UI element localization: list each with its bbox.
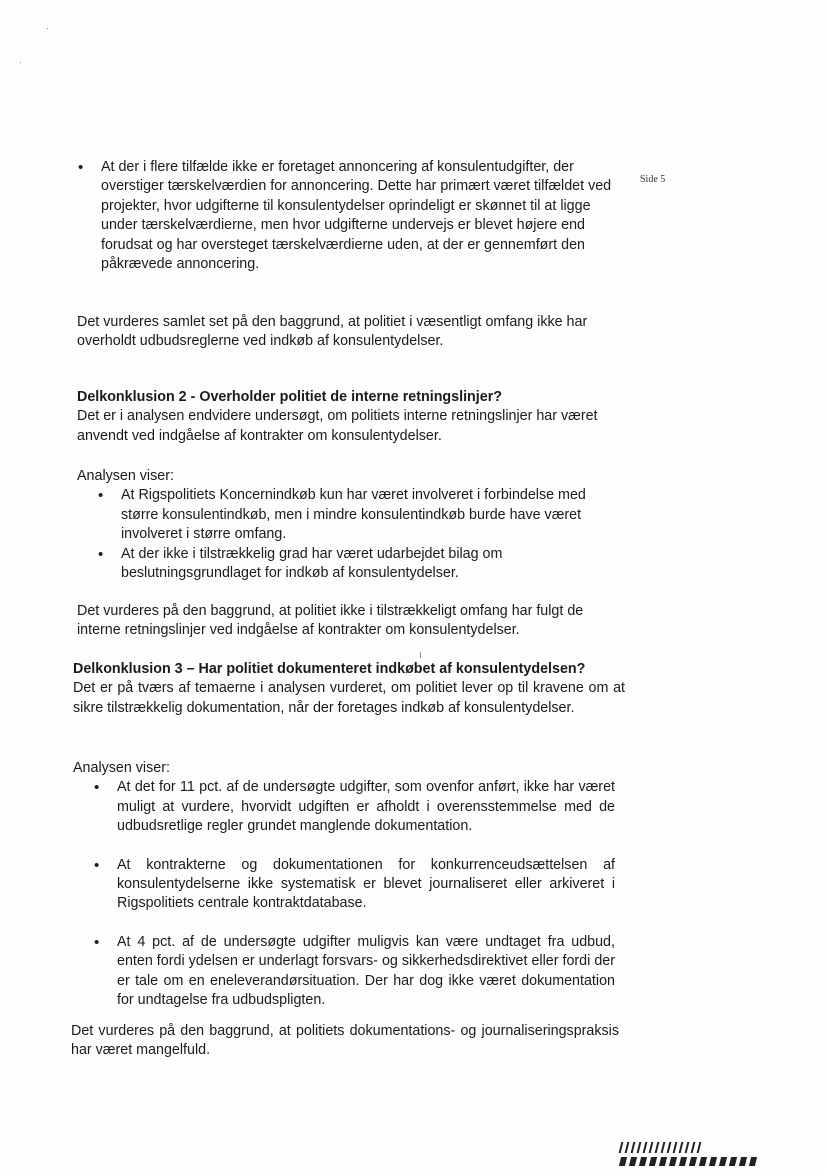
section-1-conclusion <box>77 313 627 352</box>
paragraph: Det vurderes samlet set på den baggrund, at politiet i væsentligt omfang ikke har overholdt udbudsreglerne ved indkøb af konsulentydelser. <box>77 314 588 350</box>
barcode-mark <box>620 1142 770 1174</box>
barcode-stroke <box>659 1157 667 1166</box>
barcode-stroke <box>649 1157 657 1166</box>
barcode-stroke <box>739 1157 747 1166</box>
bullet-item <box>93 778 615 836</box>
bullet-item <box>97 486 623 544</box>
barcode-stroke <box>655 1142 660 1153</box>
section-3 <box>73 660 625 718</box>
barcode-stroke <box>649 1142 654 1153</box>
barcode-stroke <box>669 1157 677 1166</box>
barcode-stroke <box>719 1157 727 1166</box>
page-number: Side 5 <box>640 174 666 185</box>
bullet-text: At det for 11 pct. af de undersøgte udgifter, som ovenfor anført, ikke har været muligt at vurdere, hvorvidt udgiften er afholdt i overensstemmelse med de udbudsretlige regler grundet manglende dokumentation. <box>117 779 615 835</box>
barcode-stroke <box>625 1142 630 1153</box>
barcode-stroke <box>629 1157 637 1166</box>
bullet-item <box>77 158 625 274</box>
bullet-text: At 4 pct. af de undersøgte udgifter muligvis kan være undtaget fra udbud, enten fordi ydelsen er underlagt forsvars- og sikkerhedsdirektivet eller fordi der er tale om en eneleverandørsituation. Der har dog ikke været dokumentation for undtagelse fra udbudspligten. <box>117 933 615 1009</box>
scan-speck <box>420 652 421 658</box>
barcode-stroke <box>685 1142 690 1153</box>
section-1-bullets <box>77 158 625 274</box>
barcode-stroke <box>689 1157 697 1166</box>
section-2 <box>77 388 623 446</box>
barcode-stroke <box>619 1157 627 1166</box>
paragraph: Det er på tværs af temaerne i analysen vurderet, om politiet lever op til kravene om at sikre tilstrækkelig dokumentation, når der foretages indkøb af konsulentydelser. <box>73 680 625 716</box>
barcode-stroke <box>639 1157 647 1166</box>
barcode-stroke <box>637 1142 642 1153</box>
section-heading: Delkonklusion 2 - Overholder politiet de interne retningslinjer? <box>77 389 503 405</box>
bullet-text: At der ikke i tilstrækkelig grad har været udarbejdet bilag om beslutningsgrundlaget for indkøb af konsulentydelser. <box>121 545 503 582</box>
bullet-item <box>93 933 615 1011</box>
bullet-text: At der i flere tilfælde ikke er foretaget annoncering af konsulentudgifter, der overstiger tærskelværdien for annoncering. Dette har primært været tilfældet ved projekter, hvor udgifterne til konsulentydelser oprindeligt er skønnet til at ligge under tærskelværdierne, men hvor udgifterne undervejs er blevet højere end forudsat og har oversteget tærskelværdierne uden, at der er gennemført den påkrævede annoncering. <box>101 159 612 273</box>
barcode-stroke <box>661 1142 666 1153</box>
barcode-stroke <box>709 1157 717 1166</box>
barcode-stroke <box>631 1142 636 1153</box>
barcode-stroke <box>619 1142 624 1153</box>
barcode-stroke <box>679 1157 687 1166</box>
bullet-text: At Rigspolitiets Koncernindkøb kun har været involveret i forbindelse med større konsulentindkøb, men i mindre konsulentindkøb burde have været involveret i større omfang. <box>121 487 586 543</box>
analysis-lead: Analysen viser: <box>77 468 174 484</box>
section-3-conclusion <box>71 1022 619 1061</box>
scan-speck <box>47 28 48 29</box>
barcode-stroke <box>679 1142 684 1153</box>
barcode-stroke <box>697 1142 702 1153</box>
scan-speck <box>20 62 21 63</box>
section-heading: Delkonklusion 3 – Har politiet dokumenteret indkøbet af konsulentydelsen? <box>73 661 586 677</box>
barcode-stroke <box>667 1142 672 1153</box>
barcode-stroke <box>643 1142 648 1153</box>
section-2-findings <box>77 467 623 583</box>
barcode-stroke <box>699 1157 707 1166</box>
barcode-stroke <box>729 1157 737 1166</box>
paragraph: Det er i analysen endvidere undersøgt, om politiets interne retningslinjer har været anvendt ved indgåelse af kontrakter om konsulentydelser. <box>77 408 598 444</box>
bullet-item <box>97 545 623 584</box>
barcode-stroke <box>673 1142 678 1153</box>
barcode-stroke <box>691 1142 696 1153</box>
section-2-conclusion <box>77 602 623 641</box>
analysis-lead: Analysen viser: <box>73 760 170 776</box>
paragraph: Det vurderes på den baggrund, at politiet ikke i tilstrækkeligt omfang har fulgt de interne retningslinjer ved indgåelse af kontrakter om konsulentydelser. <box>77 603 584 639</box>
section-3-findings <box>73 759 625 1010</box>
bullet-item <box>93 856 615 914</box>
barcode-stroke <box>749 1157 757 1166</box>
bullet-text: At kontrakterne og dokumentationen for konkurrenceudsættelsen af konsulentydelserne ikke systematisk er blevet journaliseret eller arkiveret i Rigspolitiets centrale kontraktdatabase. <box>117 856 615 912</box>
paragraph: Det vurderes på den baggrund, at politiets dokumentations- og journaliseringspraksis har været mangelfuld. <box>71 1023 619 1059</box>
